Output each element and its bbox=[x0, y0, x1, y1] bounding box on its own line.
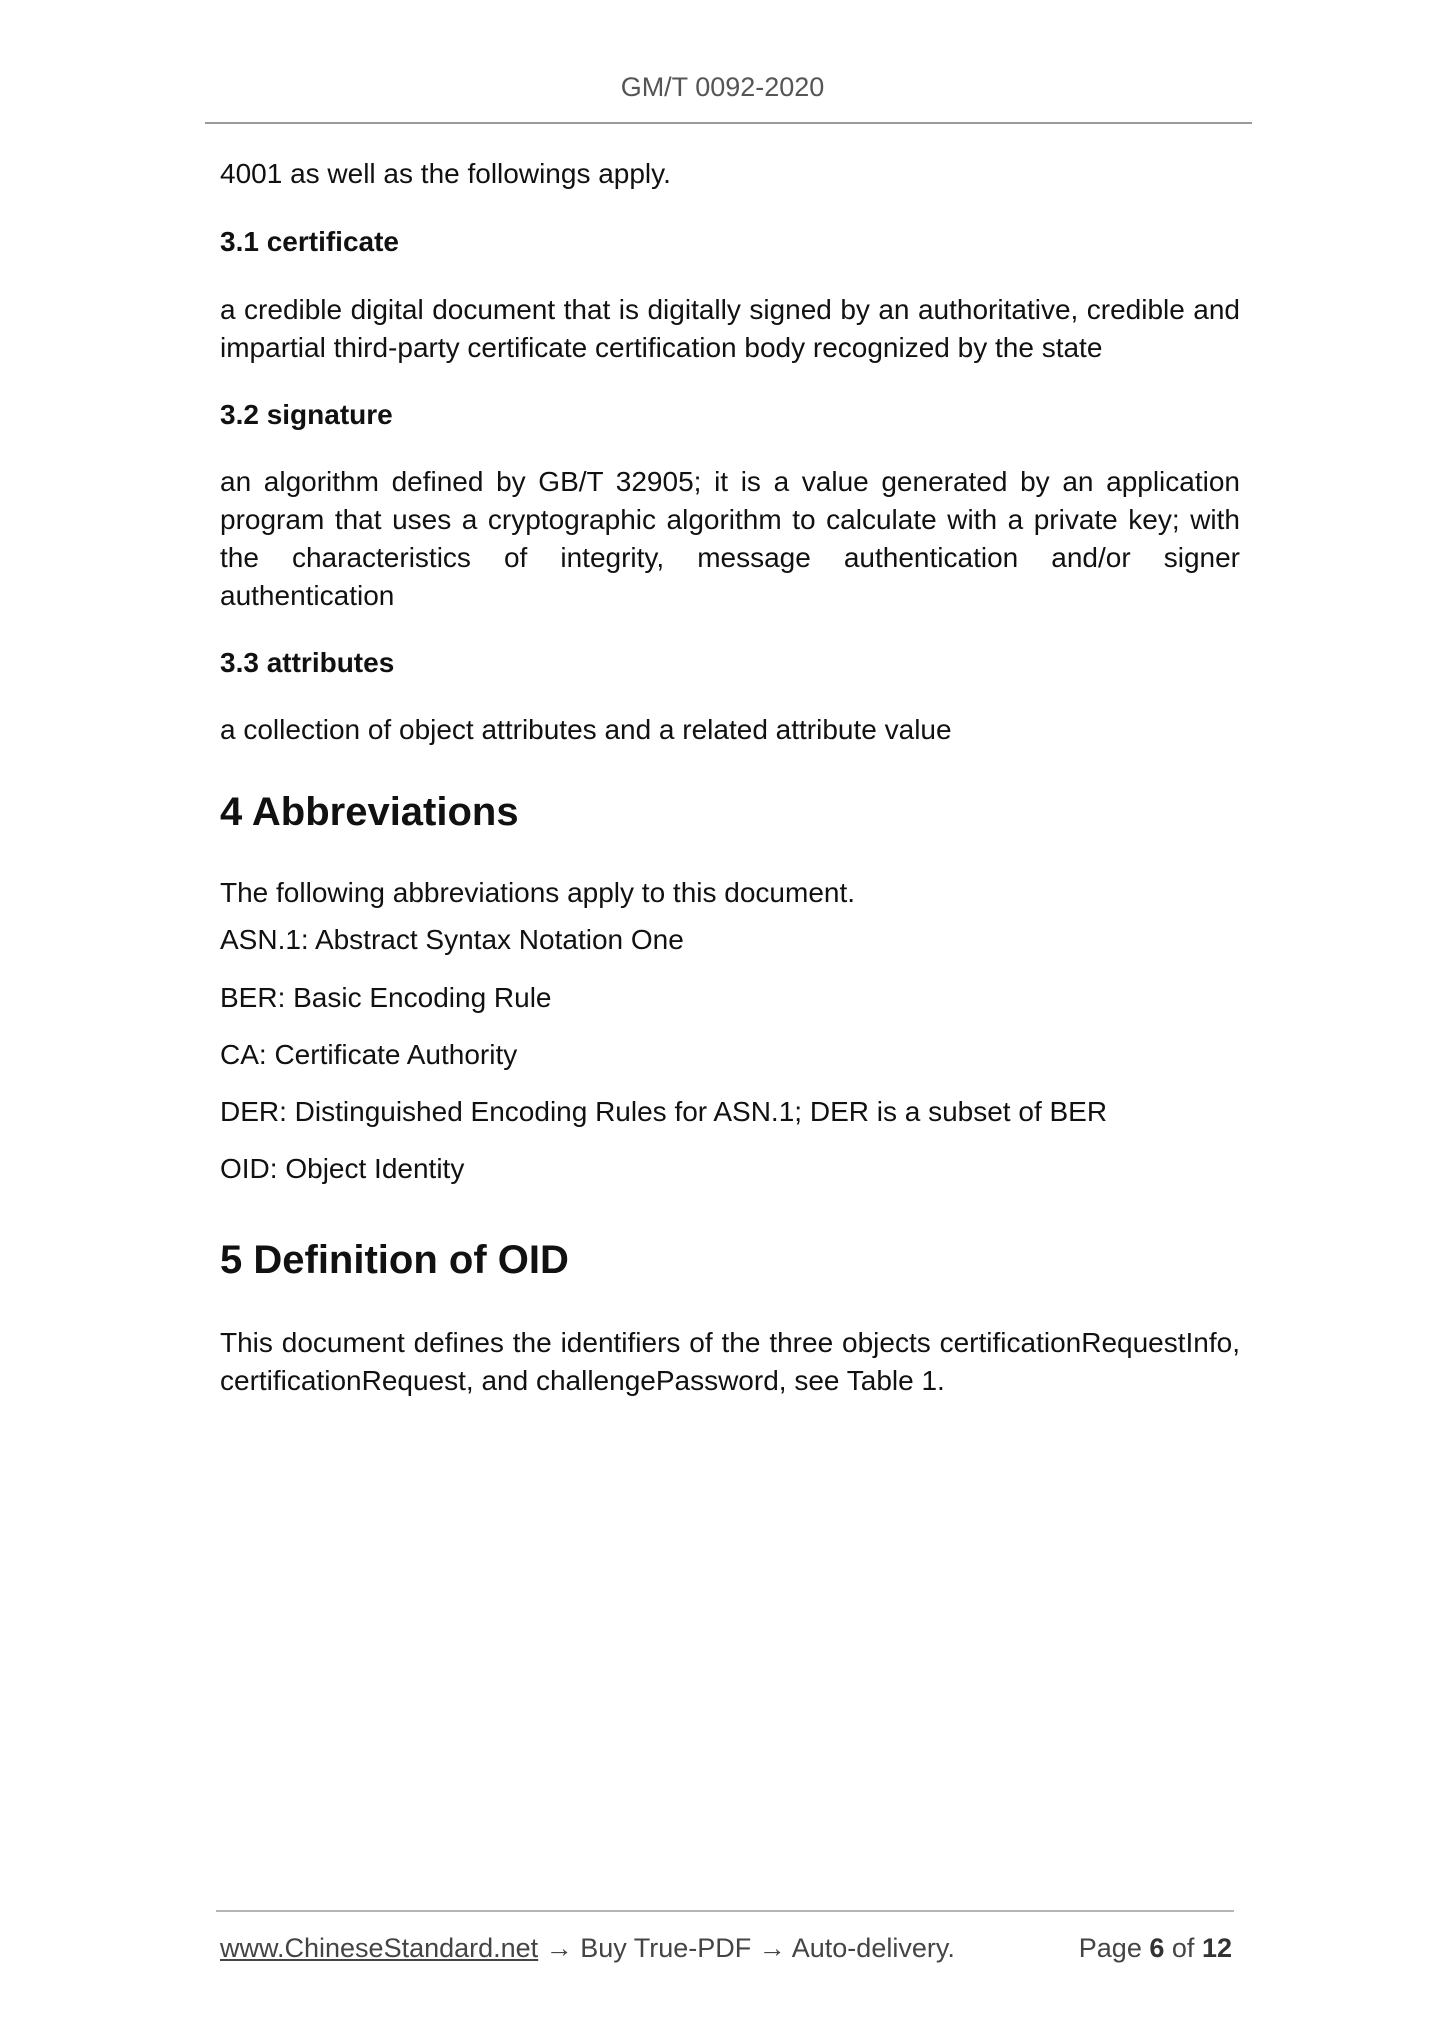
arrow-icon: → bbox=[538, 1933, 581, 1963]
page-label: Page bbox=[1078, 1933, 1142, 1963]
page-content bbox=[220, 155, 1240, 1400]
delivery-text: Auto-delivery. bbox=[791, 1933, 955, 1963]
section-heading-abbreviations: 4 Abbreviations bbox=[220, 790, 519, 834]
header-divider bbox=[205, 122, 1252, 124]
footer-promo bbox=[220, 1930, 955, 1966]
website-link[interactable]: www.ChineseStandard.net bbox=[220, 1933, 539, 1963]
term-heading-attributes: 3.3 attributes bbox=[220, 647, 395, 678]
abbreviations-intro: The following abbreviations apply to this document. bbox=[220, 877, 856, 908]
term-heading-signature: 3.2 signature bbox=[220, 399, 393, 430]
term-definition-attributes: a collection of object attributes and a related attribute value bbox=[220, 714, 952, 745]
abbreviation-item: BER: Basic Encoding Rule bbox=[220, 982, 552, 1013]
abbreviation-item: CA: Certificate Authority bbox=[220, 1039, 518, 1070]
page-of-label: of bbox=[1171, 1933, 1195, 1963]
section-heading-oid: 5 Definition of OID bbox=[220, 1238, 569, 1282]
buy-text: Buy True-PDF bbox=[580, 1933, 752, 1963]
term-definition-certificate: a credible digital document that is digitally signed by an authoritative, credible and impartial third-party certificate certification body recognized by the state bbox=[220, 294, 1240, 363]
footer-divider bbox=[216, 1910, 1234, 1912]
abbreviation-item: DER: Distinguished Encoding Rules for ASN.1; DER is a subset of BER bbox=[220, 1096, 1108, 1127]
term-heading-certificate: 3.1 certificate bbox=[220, 226, 399, 257]
page-number bbox=[1079, 1930, 1232, 1966]
total-pages: 12 bbox=[1201, 1933, 1232, 1963]
document-code: GM/T 0092-2020 bbox=[620, 72, 825, 102]
oid-definition-text: This document defines the identifiers of the three objects certificationRequestInfo, certificationRequest, and challengePassword, see Table 1. bbox=[220, 1327, 1240, 1396]
current-page: 6 bbox=[1149, 1933, 1165, 1963]
abbreviation-item: ASN.1: Abstract Syntax Notation One bbox=[220, 924, 684, 955]
term-definition-signature: an algorithm defined by GB/T 32905; it is a value generated by an application program that uses a cryptographic algorithm to calculate with a private key; with the characteristics of integrity, message authentication and/or signer authentication bbox=[220, 466, 1240, 611]
abbreviation-list bbox=[220, 921, 1240, 1188]
abbreviation-item: OID: Object Identity bbox=[220, 1153, 465, 1184]
intro-text: 4001 as well as the followings apply. bbox=[220, 158, 671, 189]
arrow-icon: → bbox=[751, 1933, 792, 1963]
